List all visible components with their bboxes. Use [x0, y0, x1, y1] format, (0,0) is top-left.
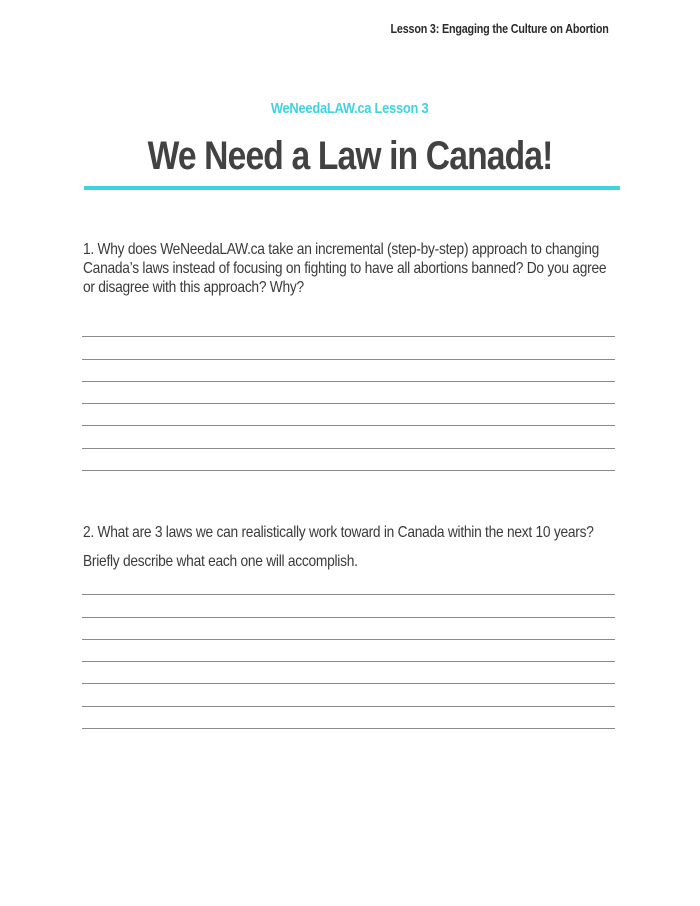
answer-line[interactable] — [82, 684, 615, 706]
answer-line[interactable] — [82, 360, 615, 382]
question-1-text: 1. Why does WeNeedaLAW.ca take an incremental (step-by-step) approach to changing Canada’s laws instead of focusing on fighting to have all abortions banned? Do you agree or disagree with this approach? Why? — [83, 241, 607, 296]
title-divider — [84, 186, 620, 190]
answer-line[interactable] — [82, 707, 615, 729]
question-2-text: 2. What are 3 laws we can realistically work toward in Canada within the next 10 years? Briefly describe what each one will accomplish. — [83, 524, 594, 570]
lesson-subtitle-text: WeNeedaLAW.ca Lesson 3 — [271, 100, 429, 117]
answer-line[interactable] — [82, 595, 615, 617]
page-title — [0, 134, 700, 179]
question-2 — [83, 518, 643, 576]
answer-lines-1[interactable] — [82, 315, 615, 471]
page-title-text: We Need a Law in Canada! — [147, 134, 553, 178]
question-1 — [83, 240, 643, 297]
lesson-subtitle — [0, 100, 700, 117]
answer-line[interactable] — [82, 640, 615, 662]
running-header: Lesson 3: Engaging the Culture on Abortion — [390, 22, 609, 36]
answer-line[interactable] — [82, 315, 615, 337]
answer-line[interactable] — [82, 382, 615, 404]
answer-lines-2[interactable] — [82, 573, 615, 729]
answer-line[interactable] — [82, 426, 615, 448]
answer-line[interactable] — [82, 573, 615, 595]
answer-line[interactable] — [82, 404, 615, 426]
answer-line[interactable] — [82, 449, 615, 471]
answer-line[interactable] — [82, 337, 615, 359]
answer-line[interactable] — [82, 618, 615, 640]
answer-line[interactable] — [82, 662, 615, 684]
